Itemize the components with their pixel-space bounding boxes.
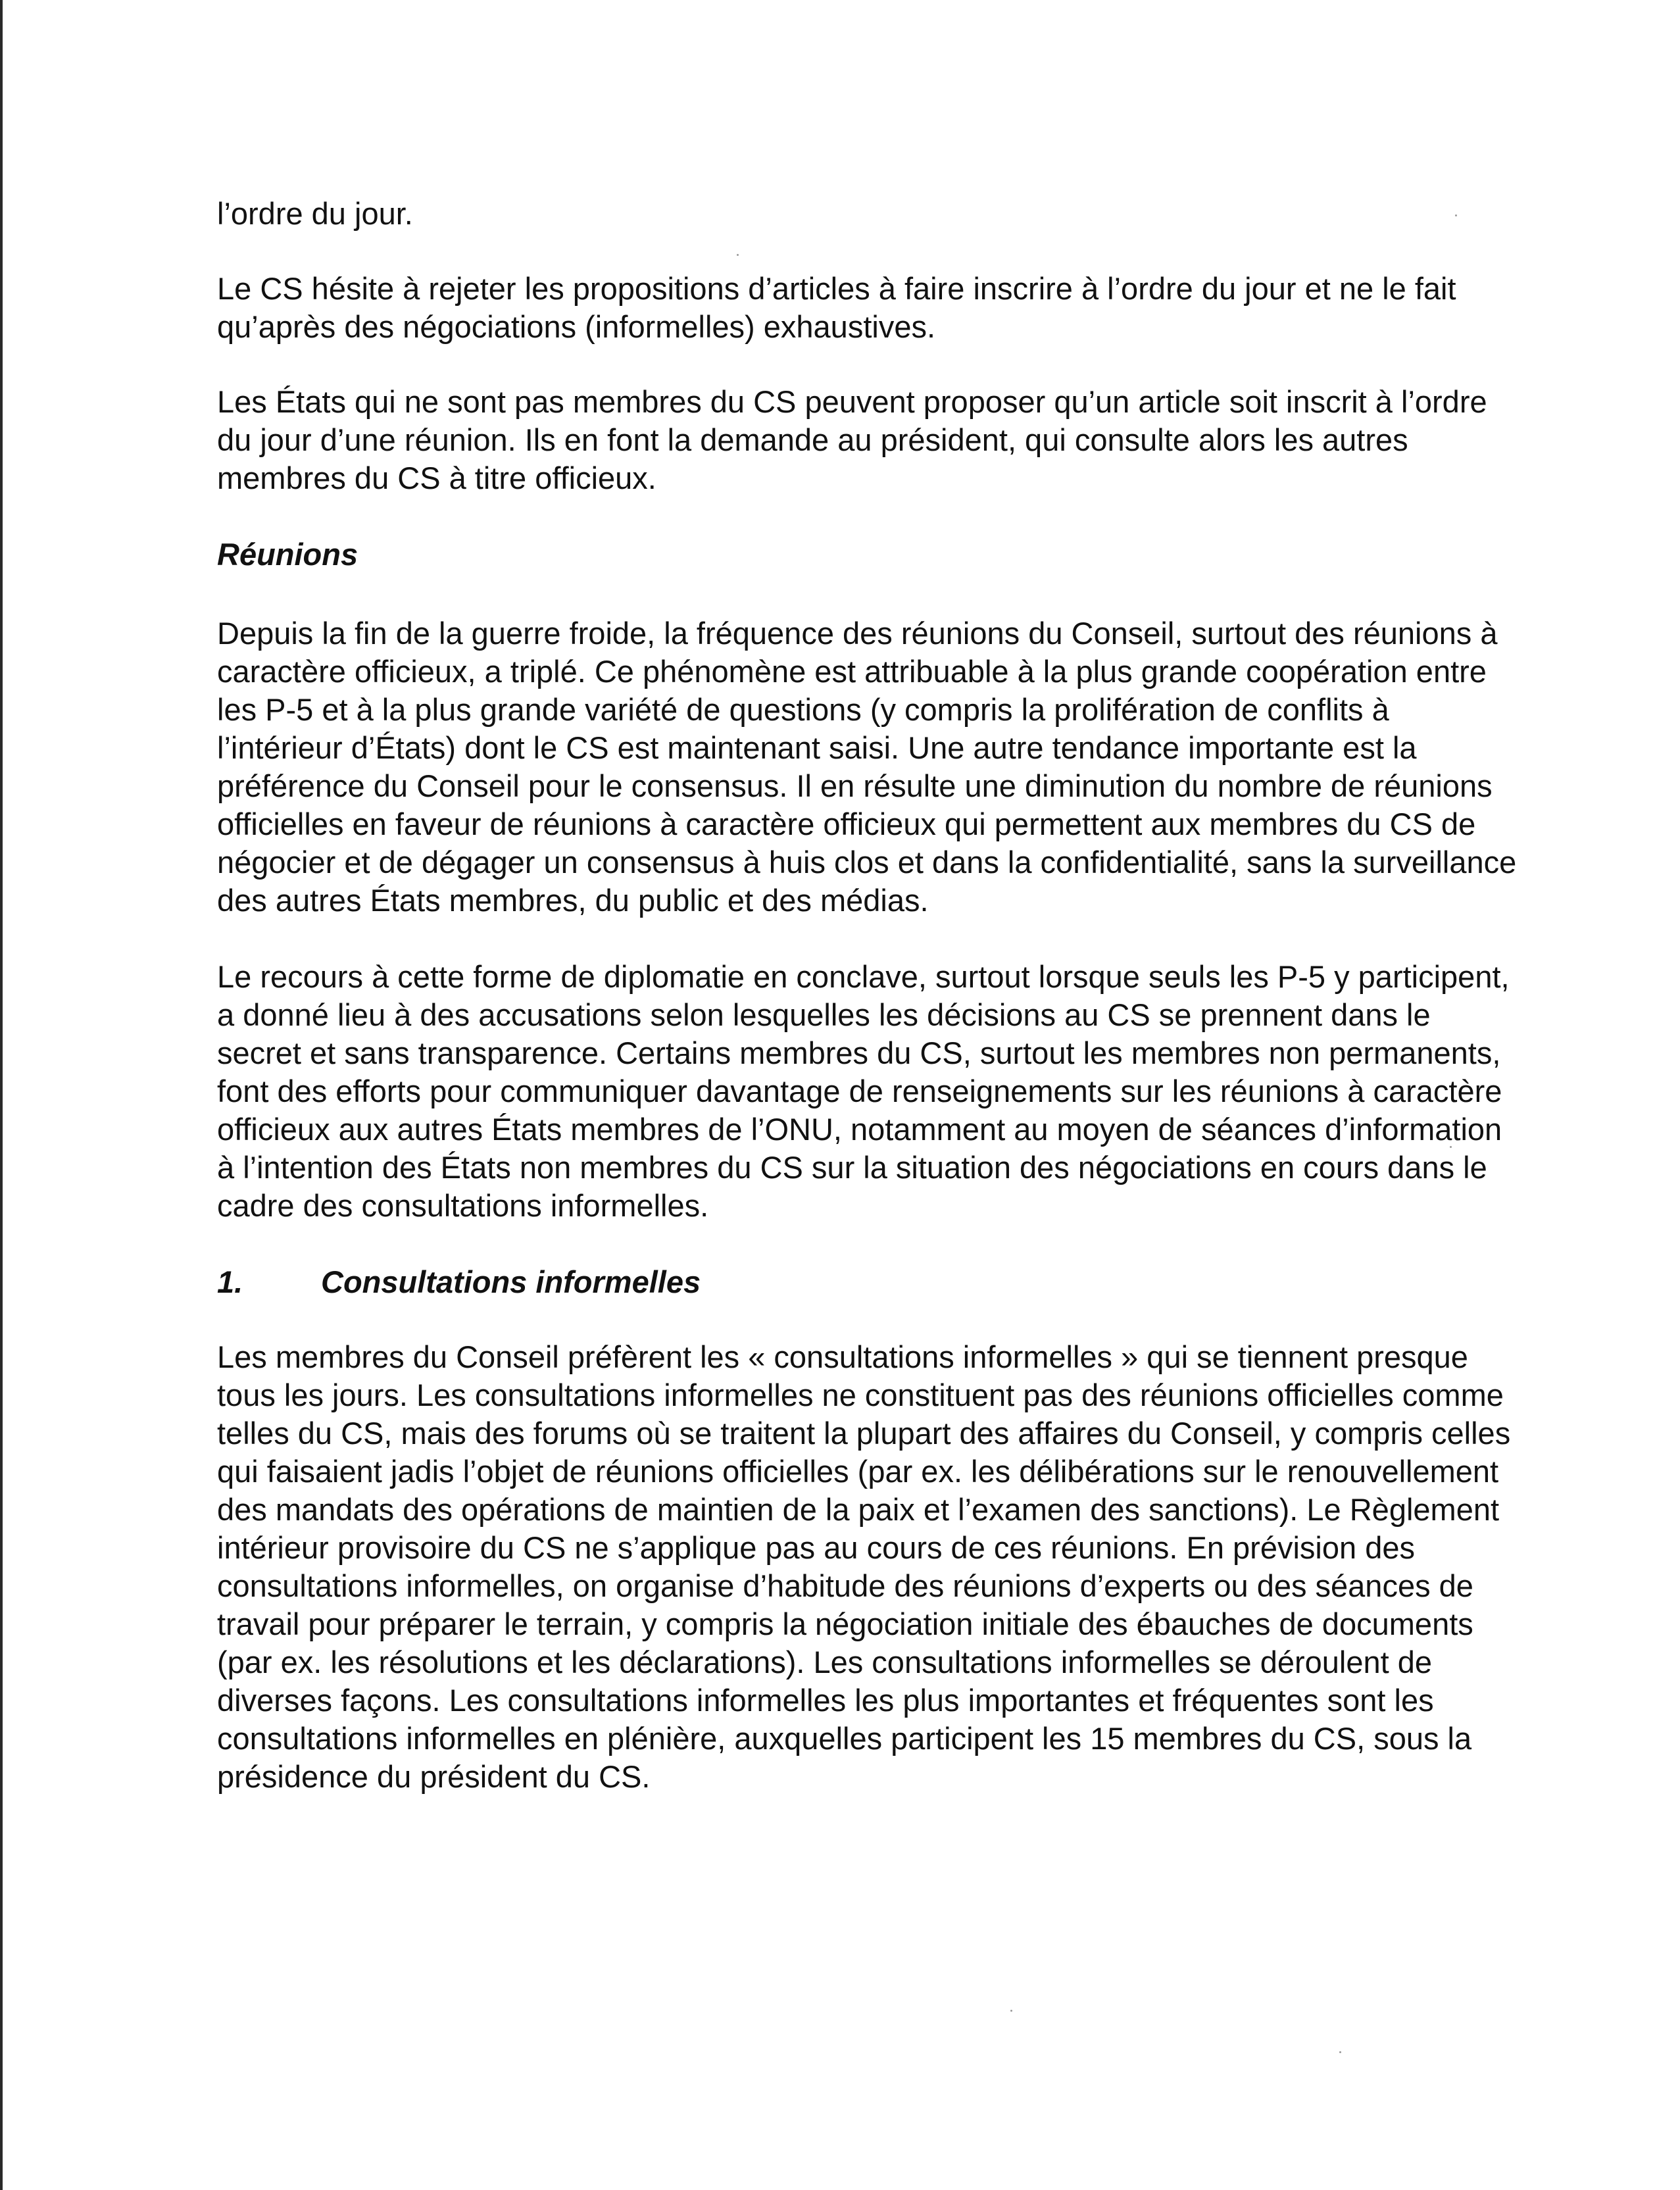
paragraph-frequence-reunions: Depuis la fin de la guerre froide, la fréquence des réunions du Conseil, surtout des réunions à caractère officieux, a triplé. Ce phénomène est attribuable à la plus grande coopération entre les P-5 et à la plus grande variété de questions (y compris la prolifération de conflits à l’intérieur d’États) dont le CS est maintenant saisi. Une autre tendance importante est la préférence du Conseil pour le consensus. Il en résulte une diminution du nombre de réunions officielles en faveur de réunions à caractère officieux qui permettent aux membres du CS de négocier et de dégager un consensus à huis clos et dans la confidentialité, sans la surveillance des autres États membres, du public et des médias. xyxy=(217,616,1517,918)
scan-speck xyxy=(1010,2010,1012,2012)
section-title: Consultations informelles xyxy=(321,1264,701,1299)
scan-speck xyxy=(1339,2051,1341,2053)
heading-reunions: Réunions xyxy=(217,537,358,572)
paragraph-ordre-du-jour: l’ordre du jour. xyxy=(217,196,413,231)
paragraph-consultations-informelles: Les membres du Conseil préfèrent les « consultations informelles » qui se tiennent presque tous les jours. Les consultations informelles ne constituent pas des réunions officielles comme telles du CS, mais des forums où se traitent la plupart des affaires du Conseil, y compris celles qui faisaient jadis l’objet de réunions officielles (par ex. les délibérations sur le renouvellement des mandats des opérations de maintien de la paix et l’examen des sanctions). Le Règlement intérieur provisoire du CS ne s’applique pas au cours de ces réunions. En prévision des consultations informelles, on organise d’habitude des réunions d’experts ou des séances de travail pour préparer le terrain, y compris la négociation initiale des ébauches de documents (par ex. les résolutions et les déclarations). Les consultations informelles se déroulent de diverses façons. Les consultations informelles les plus importantes et fréquentes sont les consultations informelles en plénière, auxquelles participent les 15 membres du CS, sous la présidence du président du CS. xyxy=(217,1339,1511,1794)
heading-consultations-informelles xyxy=(217,1263,1519,1301)
paragraph-etats-non-membres: Les États qui ne sont pas membres du CS peuvent proposer qu’un article soit inscrit à l’ordre du jour d’une réunion. Ils en font la demande au président, qui consulte alors les autres membres du CS à titre officieux. xyxy=(217,384,1487,495)
paragraph-rejet-propositions: Le CS hésite à rejeter les propositions d’articles à faire inscrire à l’ordre du jour et ne le fait qu’après des négociations (informelles) exhaustives. xyxy=(217,271,1456,344)
paragraph-diplomatie-conclave: Le recours à cette forme de diplomatie en conclave, surtout lorsque seuls les P-5 y participent, a donné lieu à des accusations selon lesquelles les décisions au CS se prennent dans le secret et sans transparence. Certains membres du CS, surtout les membres non permanents, font des efforts pour communiquer davantage de renseignements sur les réunions à caractère officieux aux autres États membres de l’ONU, notamment au moyen de séances d’information à l’intention des États non membres du CS sur la situation des négociations en cours dans le cadre des consultations informelles. xyxy=(217,959,1510,1223)
section-number: 1. xyxy=(217,1264,243,1299)
document-page xyxy=(217,195,1519,1796)
scan-edge-border xyxy=(0,0,3,2190)
